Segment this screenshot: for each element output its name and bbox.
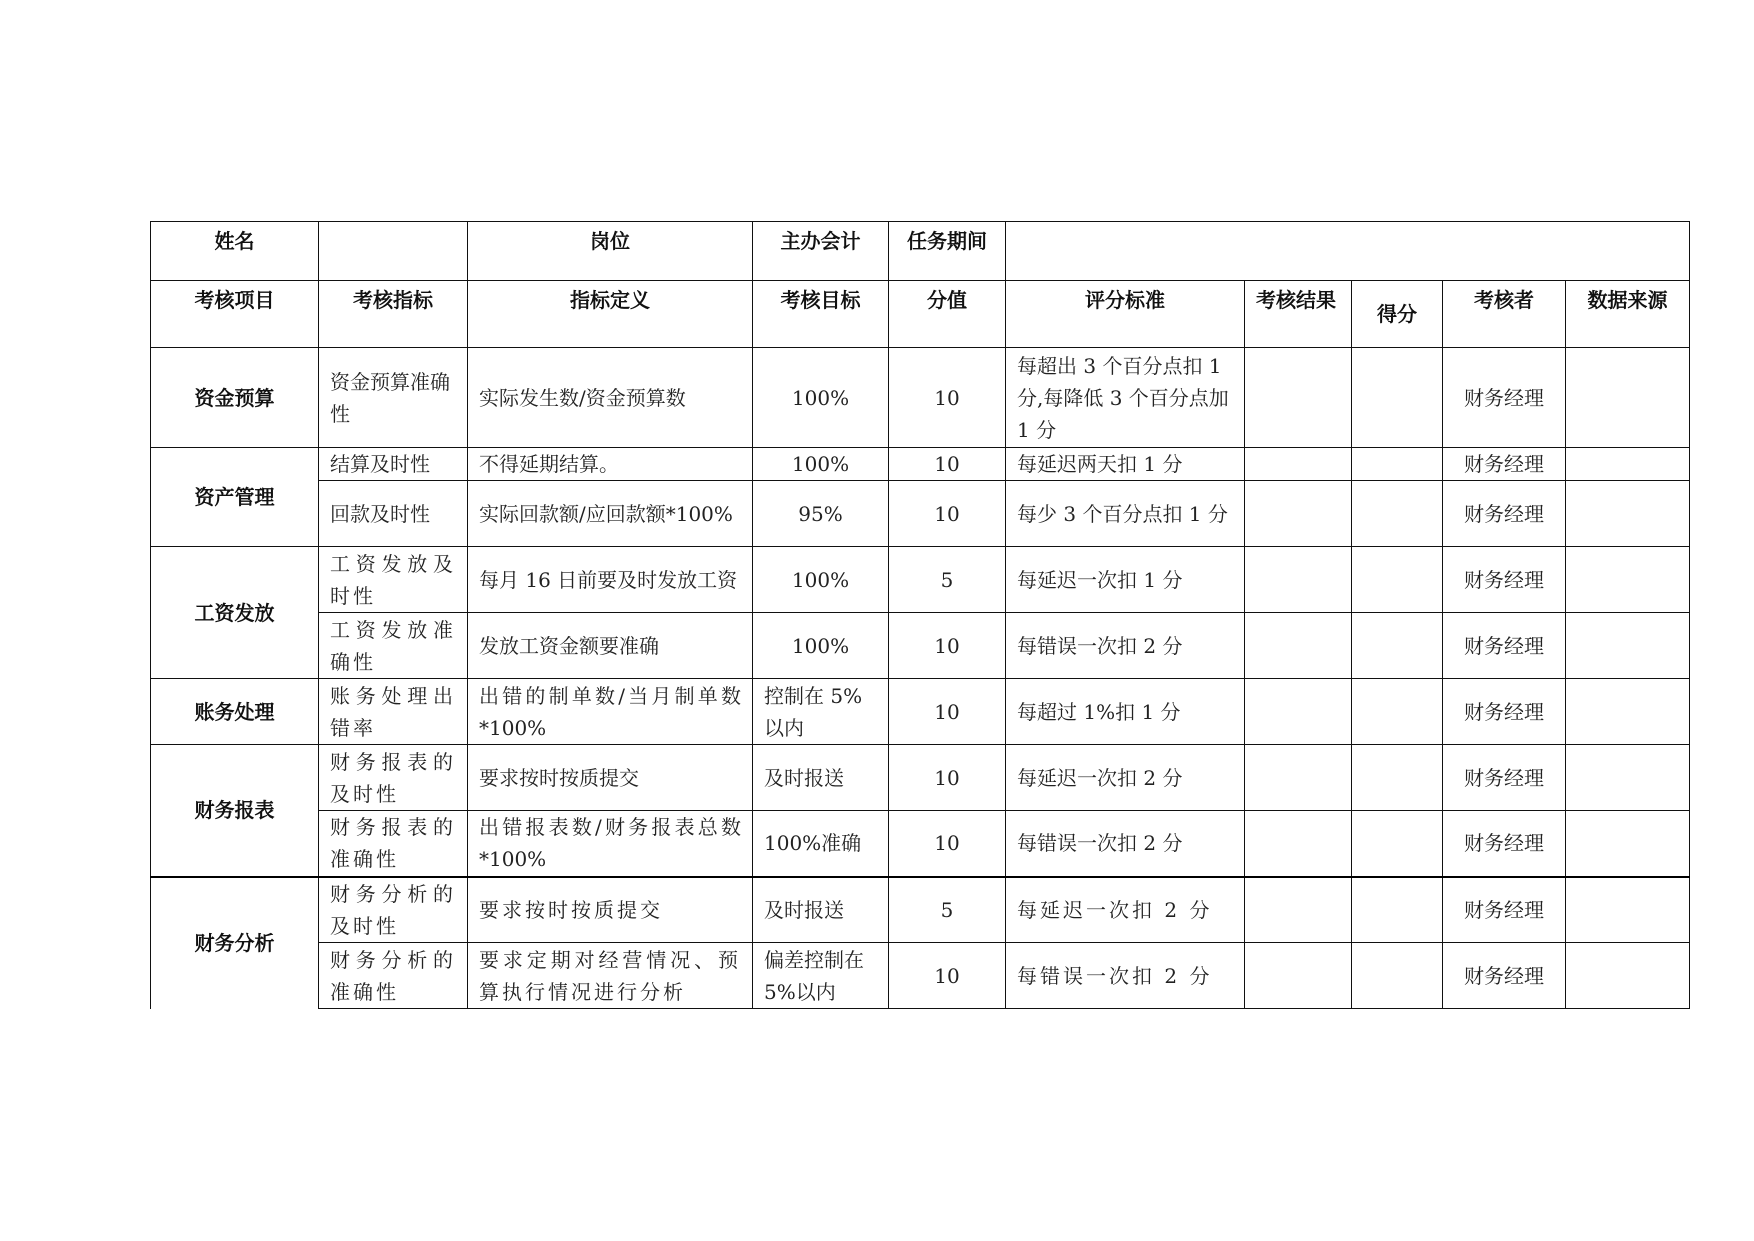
data-source-cell — [1566, 348, 1690, 448]
indicator-cell: 工资发放及时性 — [319, 547, 468, 613]
position-label: 岗位 — [468, 222, 753, 281]
assessor-cell: 财务经理 — [1443, 811, 1566, 877]
result-cell — [1245, 448, 1352, 481]
data-source-cell — [1566, 613, 1690, 679]
score-cell — [1352, 877, 1443, 943]
indicator-cell: 工资发放准确性 — [319, 613, 468, 679]
target-cell: 100% — [753, 613, 889, 679]
data-source-cell — [1566, 745, 1690, 811]
indicator-cell: 财务报表的准确性 — [319, 811, 468, 877]
col-header-criteria: 评分标准 — [1006, 281, 1245, 348]
table-row — [151, 943, 1690, 1009]
points-cell: 10 — [889, 811, 1006, 877]
name-value — [319, 222, 468, 281]
target-cell: 100%准确 — [753, 811, 889, 877]
data-source-cell — [1566, 547, 1690, 613]
points-cell: 10 — [889, 943, 1006, 1009]
score-cell — [1352, 448, 1443, 481]
assessor-cell: 财务经理 — [1443, 679, 1566, 745]
criteria-cell: 每错误一次扣 2 分 — [1006, 613, 1245, 679]
col-header-indicator: 考核指标 — [319, 281, 468, 348]
score-cell — [1352, 481, 1443, 547]
data-source-cell — [1566, 811, 1690, 877]
definition-cell: 要求按时按质提交 — [468, 877, 753, 943]
indicator-cell: 财务报表的及时性 — [319, 745, 468, 811]
points-cell: 10 — [889, 745, 1006, 811]
data-source-cell — [1566, 679, 1690, 745]
table-row — [151, 547, 1690, 613]
category-cell: 资金预算 — [151, 348, 319, 448]
target-cell: 100% — [753, 348, 889, 448]
col-header-target: 考核目标 — [753, 281, 889, 348]
header-row-columns — [151, 281, 1690, 348]
category-cell: 账务处理 — [151, 679, 319, 745]
data-source-cell — [1566, 943, 1690, 1009]
points-cell: 10 — [889, 348, 1006, 448]
definition-cell: 要求定期对经营情况、预算执行情况进行分析 — [468, 943, 753, 1009]
assessor-cell: 财务经理 — [1443, 613, 1566, 679]
score-cell — [1352, 348, 1443, 448]
definition-cell: 每月 16 日前要及时发放工资 — [468, 547, 753, 613]
table-row — [151, 348, 1690, 448]
score-cell — [1352, 745, 1443, 811]
assessor-cell: 财务经理 — [1443, 745, 1566, 811]
table-row — [151, 448, 1690, 481]
period-label: 任务期间 — [889, 222, 1006, 281]
target-cell: 100% — [753, 448, 889, 481]
definition-cell: 出错的制单数/当月制单数*100% — [468, 679, 753, 745]
table-row — [151, 613, 1690, 679]
category-cell: 资产管理 — [151, 448, 319, 547]
points-cell: 5 — [889, 877, 1006, 943]
definition-cell: 不得延期结算。 — [468, 448, 753, 481]
indicator-cell: 结算及时性 — [319, 448, 468, 481]
col-header-definition: 指标定义 — [468, 281, 753, 348]
col-header-item: 考核项目 — [151, 281, 319, 348]
period-value — [1006, 222, 1690, 281]
indicator-cell: 账务处理出错率 — [319, 679, 468, 745]
definition-cell: 实际发生数/资金预算数 — [468, 348, 753, 448]
col-header-score: 得分 — [1352, 281, 1443, 348]
assessor-cell: 财务经理 — [1443, 481, 1566, 547]
definition-cell: 要求按时按质提交 — [468, 745, 753, 811]
points-cell: 10 — [889, 679, 1006, 745]
position-value: 主办会计 — [753, 222, 889, 281]
criteria-cell: 每延迟一次扣 2 分 — [1006, 745, 1245, 811]
indicator-cell: 回款及时性 — [319, 481, 468, 547]
score-cell — [1352, 943, 1443, 1009]
target-cell: 100% — [753, 547, 889, 613]
col-header-assessor: 考核者 — [1443, 281, 1566, 348]
criteria-cell: 每延迟两天扣 1 分 — [1006, 448, 1245, 481]
score-cell — [1352, 547, 1443, 613]
score-cell — [1352, 811, 1443, 877]
data-source-cell — [1566, 877, 1690, 943]
points-cell: 10 — [889, 448, 1006, 481]
criteria-cell: 每错误一次扣 2 分 — [1006, 811, 1245, 877]
col-header-data-source: 数据来源 — [1566, 281, 1690, 348]
indicator-cell: 资金预算准确性 — [319, 348, 468, 448]
data-source-cell — [1566, 481, 1690, 547]
table-row — [151, 481, 1690, 547]
header-row-identity — [151, 222, 1690, 281]
category-cell: 财务报表 — [151, 745, 319, 877]
table-row — [151, 745, 1690, 811]
result-cell — [1245, 547, 1352, 613]
criteria-cell: 每延迟一次扣 2 分 — [1006, 877, 1245, 943]
target-cell: 偏差控制在 5%以内 — [753, 943, 889, 1009]
score-cell — [1352, 679, 1443, 745]
definition-cell: 实际回款额/应回款额*100% — [468, 481, 753, 547]
assessor-cell: 财务经理 — [1443, 877, 1566, 943]
indicator-cell: 财务分析的准确性 — [319, 943, 468, 1009]
assessor-cell: 财务经理 — [1443, 547, 1566, 613]
data-source-cell — [1566, 448, 1690, 481]
points-cell: 10 — [889, 613, 1006, 679]
result-cell — [1245, 877, 1352, 943]
assessor-cell: 财务经理 — [1443, 943, 1566, 1009]
col-header-points: 分值 — [889, 281, 1006, 348]
target-cell: 及时报送 — [753, 877, 889, 943]
indicator-cell: 财务分析的及时性 — [319, 877, 468, 943]
target-cell: 控制在 5%以内 — [753, 679, 889, 745]
criteria-cell: 每少 3 个百分点扣 1 分 — [1006, 481, 1245, 547]
table-row — [151, 877, 1690, 943]
name-label: 姓名 — [151, 222, 319, 281]
assessor-cell: 财务经理 — [1443, 448, 1566, 481]
assessor-cell: 财务经理 — [1443, 348, 1566, 448]
category-cell: 工资发放 — [151, 547, 319, 679]
table-row — [151, 811, 1690, 877]
result-cell — [1245, 745, 1352, 811]
points-cell: 5 — [889, 547, 1006, 613]
target-cell: 95% — [753, 481, 889, 547]
result-cell — [1245, 943, 1352, 1009]
result-cell — [1245, 679, 1352, 745]
definition-cell: 出错报表数/财务报表总数*100% — [468, 811, 753, 877]
criteria-cell: 每超过 1%扣 1 分 — [1006, 679, 1245, 745]
result-cell — [1245, 811, 1352, 877]
table-row — [151, 679, 1690, 745]
criteria-cell: 每延迟一次扣 1 分 — [1006, 547, 1245, 613]
result-cell — [1245, 348, 1352, 448]
points-cell: 10 — [889, 481, 1006, 547]
score-cell — [1352, 613, 1443, 679]
kpi-assessment-table — [150, 221, 1690, 1009]
category-cell: 财务分析 — [151, 877, 319, 1009]
col-header-result: 考核结果 — [1245, 281, 1352, 348]
definition-cell: 发放工资金额要准确 — [468, 613, 753, 679]
result-cell — [1245, 481, 1352, 547]
result-cell — [1245, 613, 1352, 679]
criteria-cell: 每错误一次扣 2 分 — [1006, 943, 1245, 1009]
criteria-cell: 每超出 3 个百分点扣 1 分,每降低 3 个百分点加 1 分 — [1006, 348, 1245, 448]
target-cell: 及时报送 — [753, 745, 889, 811]
